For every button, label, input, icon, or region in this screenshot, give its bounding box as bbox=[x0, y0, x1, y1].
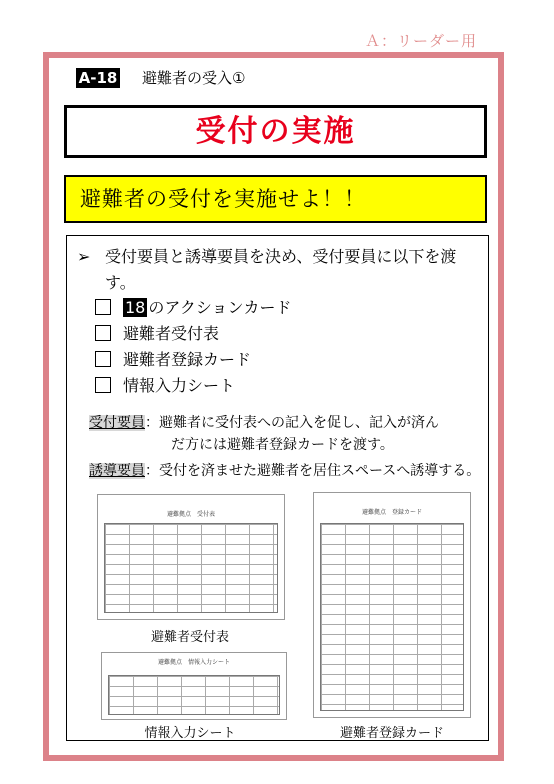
reception-table-caption: 避難者受付表 bbox=[150, 630, 229, 645]
registration-card-caption: 避難者登録カード bbox=[339, 726, 444, 741]
checkbox-icon bbox=[95, 325, 111, 341]
info-sheet-thumbnail bbox=[101, 652, 287, 720]
guidance-role-line bbox=[89, 460, 480, 482]
role-tag: Ａ：リーダー用 bbox=[356, 30, 486, 53]
checkbox-icon bbox=[95, 377, 111, 393]
card-code-badge: A-18 bbox=[76, 68, 120, 88]
reception-role-desc: ：避難者に受付表への記入を促し、記入が済ん bbox=[145, 415, 439, 431]
table-grid bbox=[104, 523, 278, 613]
table-grid bbox=[108, 675, 280, 715]
instruction-banner: 避難者の受付を実施せよ！！ bbox=[64, 175, 487, 223]
thumbnail-header: 避難拠点 登録カード bbox=[361, 509, 422, 516]
checklist-item-label: 避難者登録カード bbox=[123, 350, 252, 369]
registration-card-thumbnail bbox=[313, 492, 471, 718]
checklist-item-reception-table bbox=[95, 322, 219, 346]
guidance-role-label: 誘導要員 bbox=[89, 463, 145, 479]
task-content-box bbox=[66, 235, 489, 741]
reception-role-label: 受付要員 bbox=[89, 415, 145, 431]
reception-table-thumbnail bbox=[97, 494, 285, 620]
thumbnail-header: 避難拠点 情報入力シート bbox=[157, 659, 230, 666]
reception-role-line bbox=[89, 412, 439, 434]
checklist-item-registration-card bbox=[95, 348, 251, 372]
checkbox-icon bbox=[95, 299, 111, 315]
card-category-title: 避難者の受入① bbox=[142, 69, 246, 87]
checklist-item-info-sheet bbox=[95, 374, 235, 398]
thumbnail-header: 避難拠点 受付表 bbox=[166, 511, 215, 518]
task-text: 受付要員と誘導要員を決め、受付要員に以下を渡す。 bbox=[105, 247, 457, 292]
reception-role-desc-cont: だ方には避難者登録カードを渡す。 bbox=[171, 437, 394, 453]
card-number-badge: 18 bbox=[125, 298, 146, 317]
info-sheet-caption: 情報入力シート bbox=[144, 726, 236, 741]
checklist-item-action-card bbox=[95, 296, 292, 320]
table-grid bbox=[320, 523, 464, 711]
main-title: 受付の実施 bbox=[64, 105, 487, 158]
checkbox-icon bbox=[95, 351, 111, 367]
guidance-role-desc: ：受付を済ませた避難者を居住スペースへ誘導する。 bbox=[145, 463, 481, 479]
checklist-item-label: 情報入力シート bbox=[123, 376, 236, 395]
checklist-item-label: のアクションカード bbox=[148, 298, 292, 317]
checklist-item-label: 避難者受付表 bbox=[123, 324, 220, 343]
arrow-bullet-icon: ➢ bbox=[77, 247, 91, 266]
